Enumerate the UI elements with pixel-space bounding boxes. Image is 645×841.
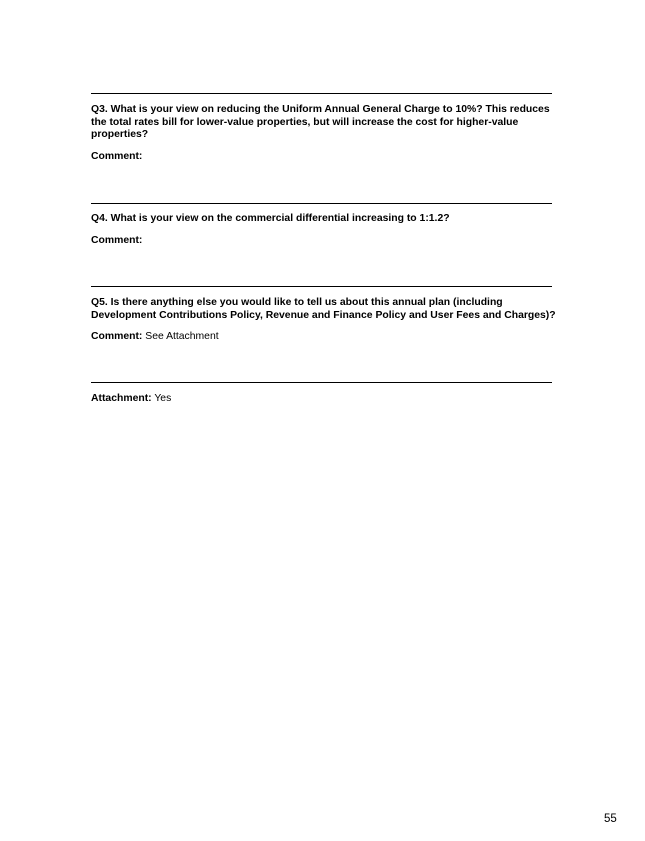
divider-rule	[91, 286, 552, 287]
question-q3: Q3. What is your view on reducing the Uniform Annual General Charge to 10%? This reduces the total rates bill for lower-value properties, but will increase the cost for higher-value properties?	[91, 104, 550, 141]
divider-rule	[91, 93, 552, 94]
comment-value: See Attachment	[145, 331, 219, 342]
comment-label: Comment:	[91, 331, 143, 342]
comment-q5	[91, 331, 219, 344]
attachment-value: Yes	[154, 393, 172, 404]
attachment-label: Attachment:	[91, 393, 152, 404]
attachment-line	[91, 393, 171, 406]
comment-label: Comment:	[91, 151, 143, 162]
divider-rule	[91, 382, 552, 383]
divider-rule	[91, 203, 552, 204]
comment-label: Comment:	[91, 235, 143, 246]
comment-q3	[91, 151, 142, 164]
page-number: 55	[604, 813, 617, 825]
question-q5: Q5. Is there anything else you would like to tell us about this annual plan (including Development Contributions Policy, Revenue and Finance Policy and User Fees and Charges)?	[91, 297, 556, 321]
comment-q4	[91, 235, 142, 248]
question-q4: Q4. What is your view on the commercial differential increasing to 1:1.2?	[91, 213, 450, 224]
